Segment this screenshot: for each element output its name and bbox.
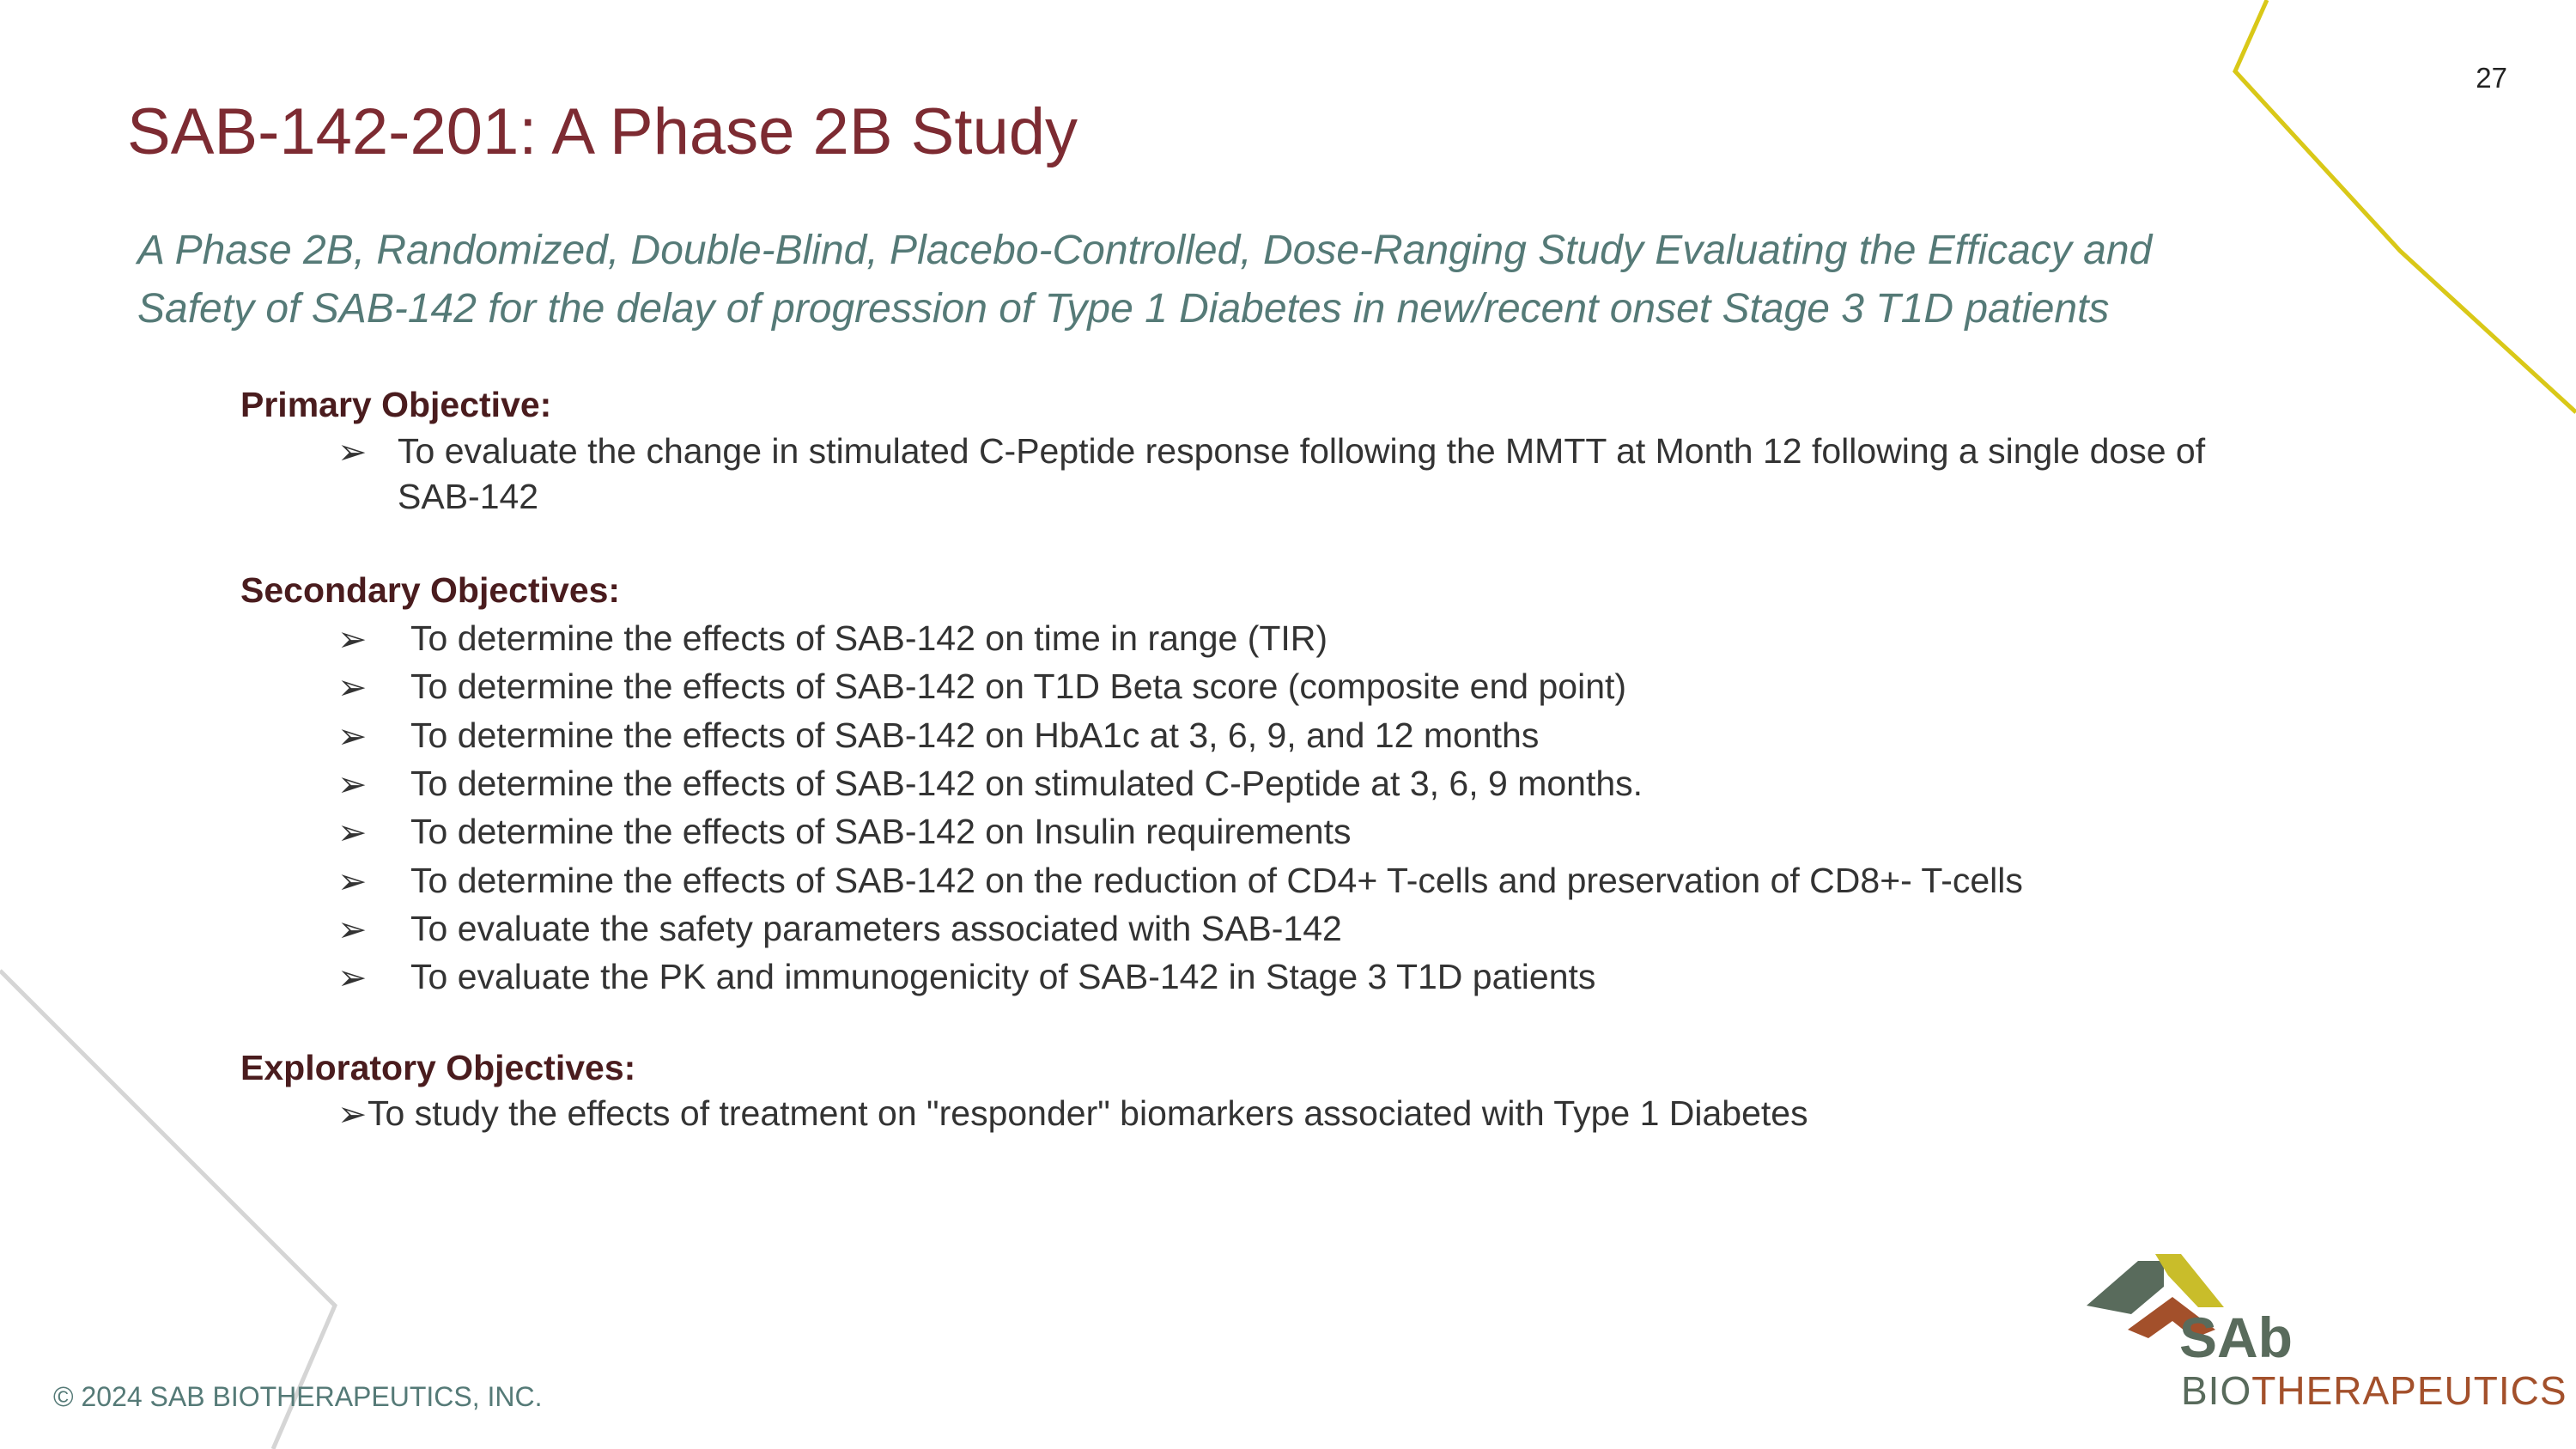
company-logo [2078,1237,2567,1413]
list-item: To determine the effects of SAB-142 on HbA1c at 3, 6, 9, and 12 months [410,715,1540,755]
bullet-arrow-icon: ➢ [337,1094,368,1134]
list-item: To determine the effects of SAB-142 on T1D Beta score (composite end point) [410,667,1627,706]
exploratory-objectives-heading: Exploratory Objectives: [240,1048,636,1087]
primary-objective-heading: Primary Objective: [240,385,552,424]
study-description [137,222,2336,338]
logo-mark-yellow-arm [2155,1254,2224,1307]
logo-name-part-1: BIO [2181,1368,2252,1413]
list-item: To determine the effects of SAB-142 on stimulated C-Peptide at 3, 6, 9 months. [410,764,1643,803]
list-item: To evaluate the PK and immunogenicity of SAB-142 in Stage 3 T1D patients [410,957,1596,996]
study-description-line: A Phase 2B, Randomized, Double-Blind, Placebo-Controlled, Dose-Ranging Study Evaluating the Efficacy and [137,228,2153,273]
logo-mark-green-arm [2087,1261,2164,1314]
logo-company-name [2181,1368,2567,1413]
logo-name-part-2: THERAPEUTICS [2251,1368,2567,1413]
primary-objective-text-continued: SAB-142 [398,477,539,516]
bullet-arrow-icon: ➢ [337,432,368,472]
slide-title: SAB-142-201: A Phase 2B Study [127,95,1078,168]
bullet-arrow-icon: ➢ [337,861,368,901]
bullet-arrow-icon: ➢ [337,716,368,756]
list-item: To determine the effects of SAB-142 on Insulin requirements [410,812,1352,851]
secondary-objectives-heading: Secondary Objectives: [240,570,621,610]
copyright-notice: © 2024 SAB BIOTHERAPEUTICS, INC. [53,1381,543,1412]
bullet-arrow-icon: ➢ [337,910,368,949]
bullet-arrow-icon: ➢ [337,813,368,852]
list-item: To determine the effects of SAB-142 on time in range (TIR) [410,618,1328,658]
primary-objective-text: To evaluate the change in stimulated C-Peptide response following the MMTT at Month 12 following a single dose of [398,431,2206,471]
bullet-arrow-icon: ➢ [337,619,368,659]
yellow-accent-line [2235,0,2576,412]
study-description-line: Safety of SAB-142 for the delay of progression of Type 1 Diabetes in new/recent onset Stage 3 T1D patients [137,286,2110,332]
list-item: To evaluate the safety parameters associated with SAB-142 [410,909,1342,948]
bullet-arrow-icon: ➢ [337,667,368,707]
list-item: To determine the effects of SAB-142 on the reduction of CD4+ T-cells and preservation of CD8+- T-cells [410,861,2023,900]
gray-accent-line [0,971,335,1449]
exploratory-objective-text: To study the effects of treatment on "responder" biomarkers associated with Type 1 Diabetes [368,1093,1808,1133]
bullet-arrow-icon: ➢ [337,764,368,804]
logo-wordmark: SAb [2179,1306,2293,1369]
page-number: 27 [2476,62,2507,94]
bullet-arrow-icon: ➢ [337,958,368,997]
